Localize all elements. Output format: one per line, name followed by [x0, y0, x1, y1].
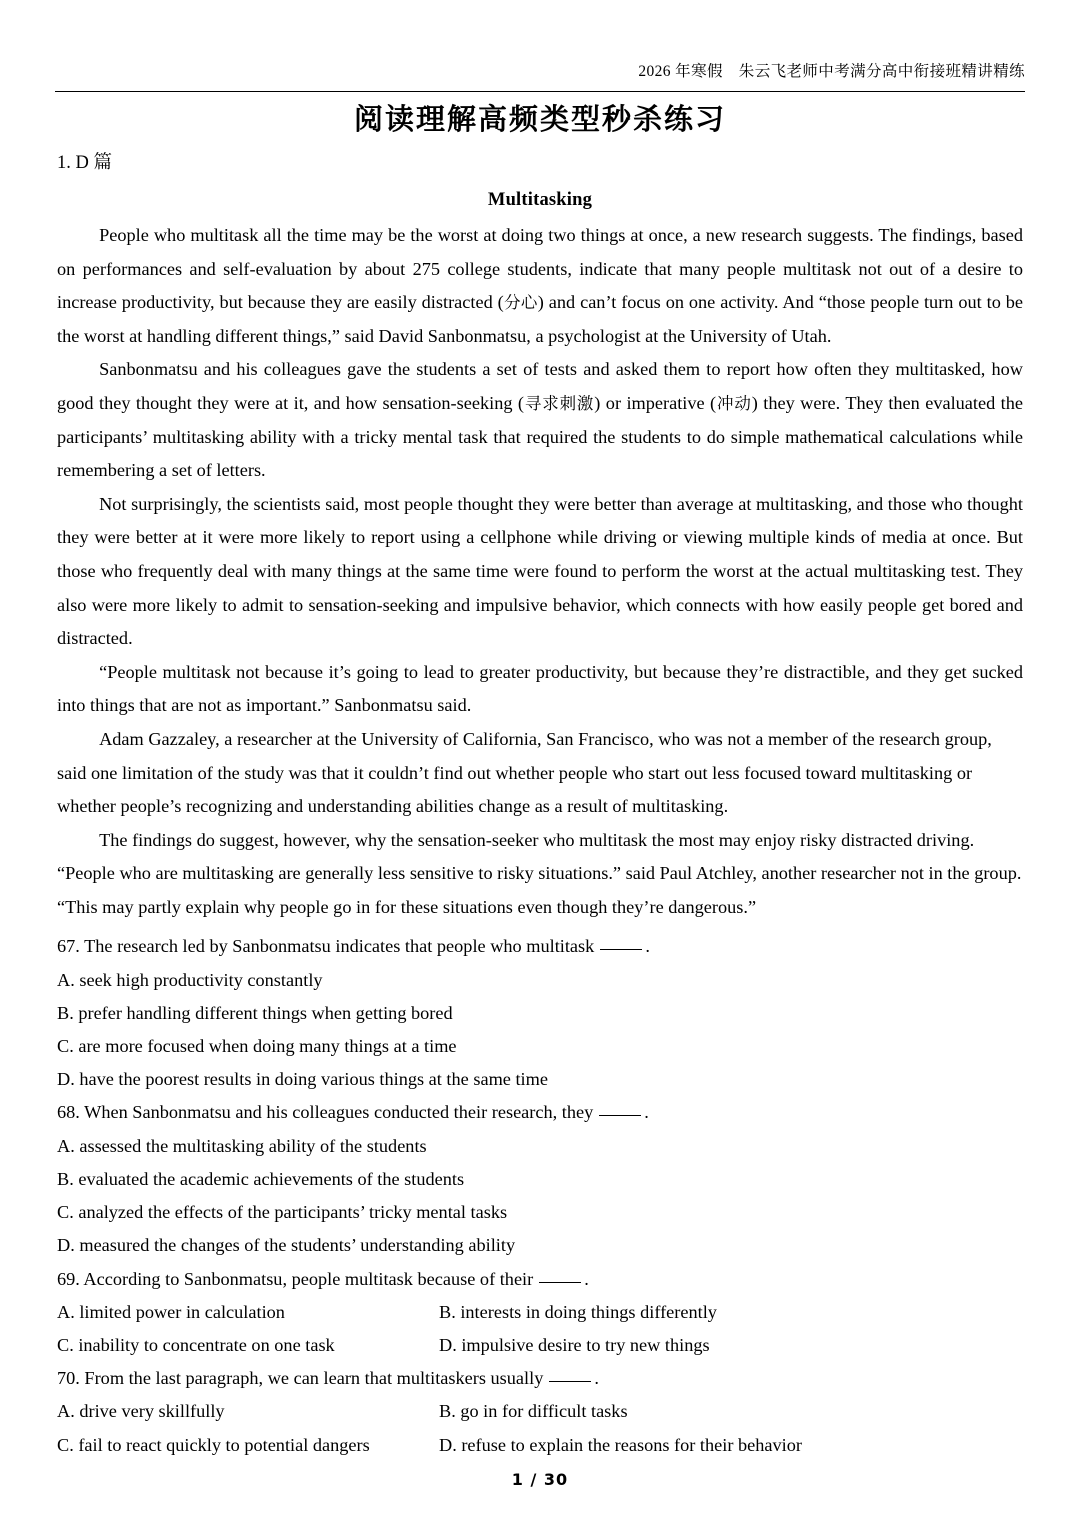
- option-a[interactable]: A. assessed the multitasking ability of the students: [57, 1135, 427, 1156]
- passage-paragraph: People who multitask all the time may be the worst at doing two things at once, a new research suggests. The findings, based on performances and self-evaluation by about 275 college students, indicate that many people multitask not out of a desire to increase productivity, but because they are easily distracted (分心) and can’t focus on one activity. And “those people turn out to be the worst at handling different things,” said David Sanbonmatsu, a psychologist at the University of Utah.: [57, 225, 1024, 346]
- question-stem-tail: .: [594, 1368, 599, 1389]
- option-row: [57, 1395, 1023, 1428]
- option-d[interactable]: D. impulsive desire to try new things: [439, 1334, 710, 1355]
- passage-paragraph: Sanbonmatsu and his colleagues gave the students a set of tests and asked them to report how often they multitasked, how good they thought they were at it, and how sensation-seeking (寻求刺激) or imperative (冲动) they were. They then evaluated the participants’ multitasking ability with a tricky mental task that required the students to do simple mathematical calculations while remembering a set of letters.: [57, 359, 1024, 481]
- option-c[interactable]: C. inability to concentrate on one task: [57, 1334, 335, 1355]
- page-footer: [0, 1470, 1080, 1489]
- option-c[interactable]: C. fail to react quickly to potential dangers: [57, 1434, 370, 1455]
- page-title: 阅读理解高频类型秒杀练习: [353, 102, 726, 136]
- passage-paragraph: The findings do suggest, however, why the sensation-seeker who multitask the most may enjoy risky distracted driving. “People who are multitasking are generally less sensitive to risky situations.” said Paul Atchley, another researcher not in the group. “This may partly explain why people go in for these situations even though they’re dangerous.”: [57, 829, 1022, 917]
- option-d[interactable]: D. measured the changes of the students’ understanding ability: [57, 1235, 516, 1256]
- questions-list: [57, 930, 1023, 1461]
- question-stem-tail: .: [645, 936, 650, 957]
- passage-title: Multitasking: [487, 190, 593, 210]
- question-stem: [57, 1096, 1023, 1129]
- answer-blank[interactable]: [600, 949, 642, 950]
- answer-blank[interactable]: [539, 1282, 581, 1283]
- option-row: [57, 1296, 1023, 1329]
- answer-blank[interactable]: [599, 1115, 641, 1116]
- question-item: [57, 1362, 1023, 1462]
- option-a[interactable]: A. drive very skillfully: [57, 1401, 225, 1422]
- question-stem: [57, 1263, 1023, 1296]
- option-row: [57, 1329, 1023, 1362]
- passage-paragraph: Adam Gazzaley, a researcher at the University of California, San Francisco, who was not a member of the research group, said one limitation of the study was that it couldn’t find out whether people who start out less focused toward multitasking or whether people’s recognizing and understanding abilities change as a result of multitasking.: [57, 728, 992, 817]
- option-row: [57, 1429, 1023, 1462]
- passage-paragraph: “People multitask not because it’s going to lead to greater productivity, but because they’re distractible, and they get sucked into things that are not as important.” Sanbonmatsu said.: [57, 661, 1023, 716]
- answer-blank[interactable]: [549, 1381, 591, 1382]
- option-d[interactable]: D. have the poorest results in doing various things at the same time: [57, 1069, 548, 1090]
- page-indicator: 1 / 30: [511, 1470, 569, 1489]
- option-c[interactable]: C. are more focused when doing many things at a time: [57, 1036, 457, 1057]
- question-stem: [57, 1362, 1023, 1395]
- option-a[interactable]: A. seek high productivity constantly: [57, 969, 323, 990]
- question-item: [57, 930, 1023, 1096]
- question-stem-text: 70. From the last paragraph, we can learn that multitaskers usually: [57, 1368, 544, 1389]
- question-stem-tail: .: [644, 1102, 649, 1123]
- option-b[interactable]: B. interests in doing things differently: [439, 1301, 717, 1322]
- question-stem: [57, 930, 1023, 963]
- passage-paragraph: Not surprisingly, the scientists said, most people thought they were better than average at multitasking, and those who thought they were better at it were more likely to report using a cellphone while driving or viewing multiple kinds of media at once. But those who frequently deal with many things at the same time were found to perform the worst at the actual multitasking test. They also were more likely to admit to sensation-seeking and impulsive behavior, which connects with how easily people get bored and distracted.: [57, 493, 1023, 649]
- option-b[interactable]: B. prefer handling different things when getting bored: [57, 1002, 453, 1023]
- running-header-text: 2026 年寒假 朱云飞老师中考满分高中衔接班精讲精练: [638, 63, 1025, 80]
- section-label: 1. D 篇: [57, 153, 112, 173]
- question-stem-text: 69. According to Sanbonmatsu, people multitask because of their: [57, 1268, 534, 1289]
- option-a[interactable]: A. limited power in calculation: [57, 1301, 285, 1322]
- question-item: [57, 1096, 1023, 1262]
- option-b[interactable]: B. evaluated the academic achievements of the students: [57, 1168, 465, 1189]
- question-stem-text: 67. The research led by Sanbonmatsu indicates that people who multitask: [57, 936, 595, 957]
- question-stem-tail: .: [584, 1268, 589, 1289]
- document-content: [57, 146, 1023, 1462]
- running-header: [55, 62, 1025, 92]
- option-d[interactable]: D. refuse to explain the reasons for their behavior: [439, 1434, 802, 1455]
- question-stem-text: 68. When Sanbonmatsu and his colleagues conducted their research, they: [57, 1102, 594, 1123]
- option-c[interactable]: C. analyzed the effects of the participants’ tricky mental tasks: [57, 1202, 508, 1223]
- question-item: [57, 1263, 1023, 1363]
- option-b[interactable]: B. go in for difficult tasks: [439, 1401, 628, 1422]
